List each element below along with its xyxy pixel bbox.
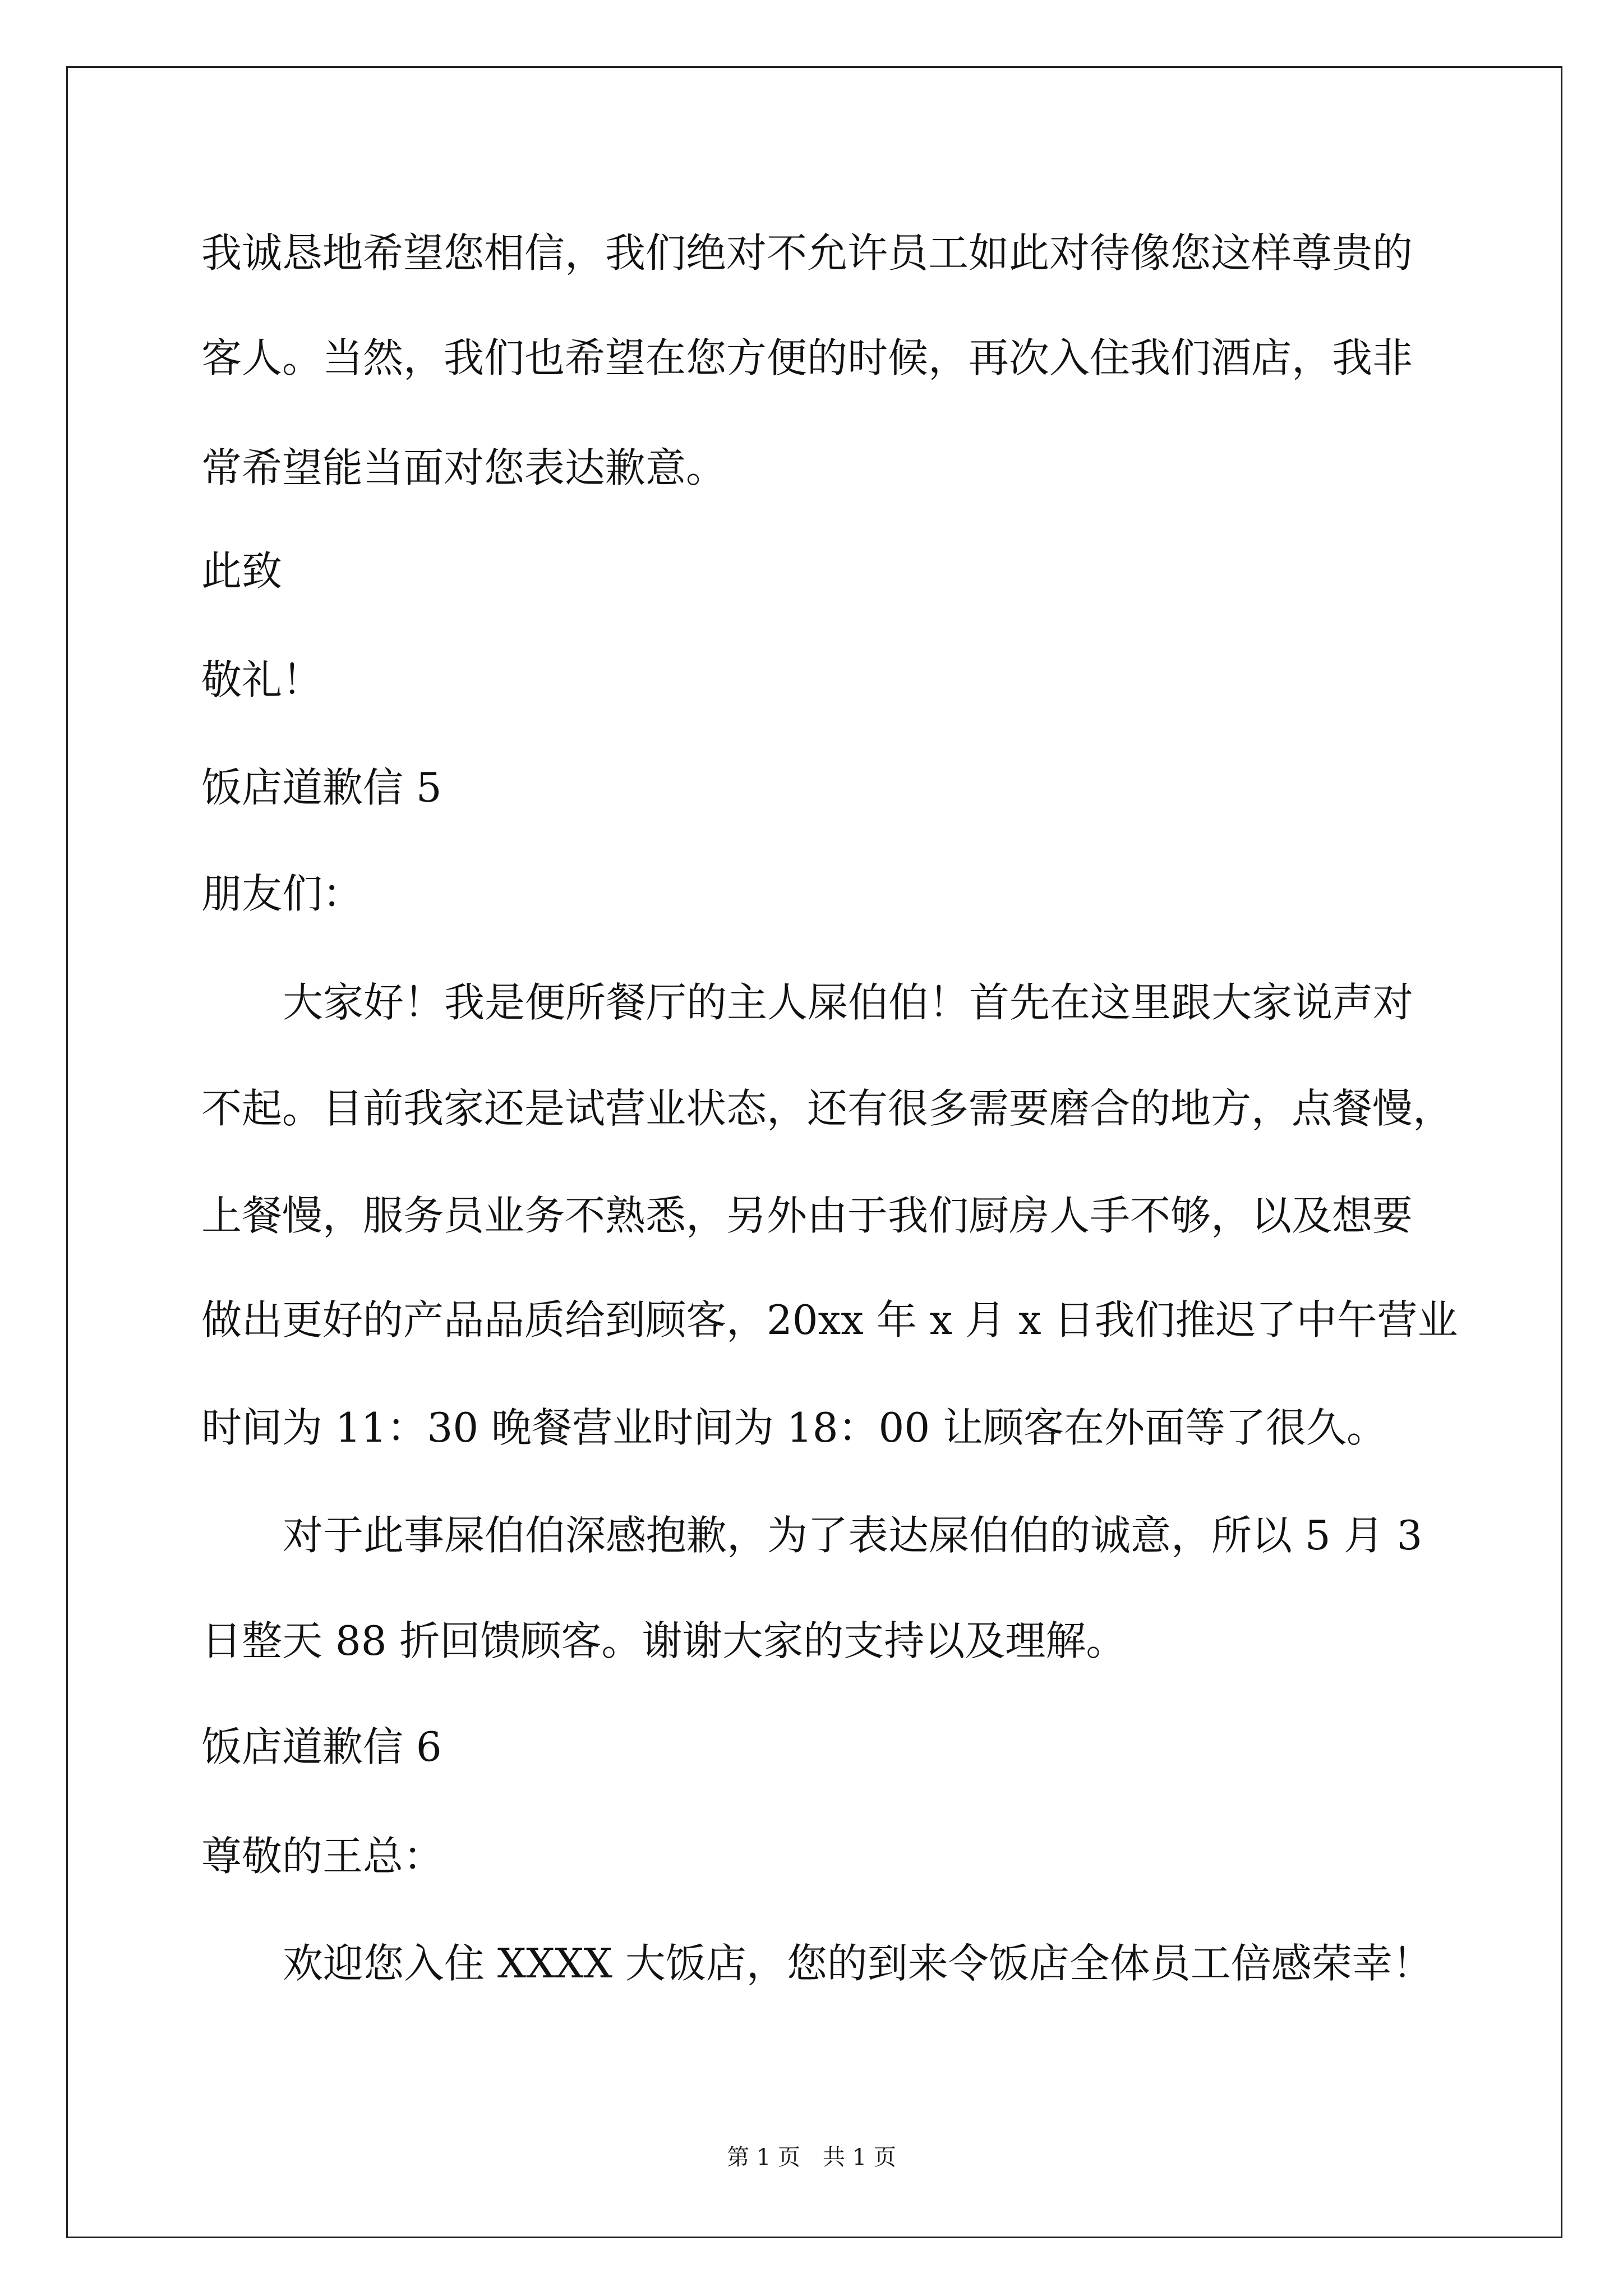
page-border (66, 66, 1562, 2238)
closing-line: 此致 (201, 547, 283, 595)
paragraph-line: 不起。目前我家还是试营业状态，还有很多需要磨合的地方，点餐慢， (201, 1085, 1454, 1132)
paragraph-line: 上餐慢，服务员业务不熟悉，另外由于我们厨房人手不够，以及想要 (201, 1192, 1413, 1239)
page-footer: 第 1 页 共 1 页 (727, 2145, 896, 2170)
letter-greeting: 朋友们： (201, 870, 363, 917)
paragraph-line: 大家好！我是便所餐厅的主人屎伯伯！首先在这里跟大家说声对 (283, 979, 1414, 1026)
paragraph-line: 欢迎您入住 XXXX 大饭店，您的到来令饭店全体员工倍感荣幸！ (283, 1940, 1433, 1987)
paragraph-line: 时间为 11：30 晚餐营业时间为 18：00 让顾客在外面等了很久。 (201, 1404, 1387, 1451)
letter-greeting: 尊敬的王总： (201, 1833, 444, 1880)
paragraph-line: 常希望能当面对您表达歉意。 (201, 444, 727, 491)
paragraph-line: 客人。当然，我们也希望在您方便的时候，再次入住我们酒店，我非 (201, 334, 1413, 381)
paragraph-line: 我诚恳地希望您相信，我们绝对不允许员工如此对待像您这样尊贵的 (201, 229, 1413, 277)
letter-title: 饭店道歉信 6 (201, 1723, 442, 1770)
paragraph-line: 日整天 88 折回馈顾客。谢谢大家的支持以及理解。 (201, 1617, 1127, 1664)
paragraph-line: 做出更好的产品品质给到顾客，20xx 年 x 月 x 日我们推迟了中午营业 (201, 1296, 1458, 1343)
salutation-line: 敬礼！ (201, 656, 323, 703)
paragraph-line: 对于此事屎伯伯深感抱歉，为了表达屎伯伯的诚意，所以 5 月 3 (283, 1512, 1423, 1559)
letter-title: 饭店道歉信 5 (201, 764, 442, 811)
